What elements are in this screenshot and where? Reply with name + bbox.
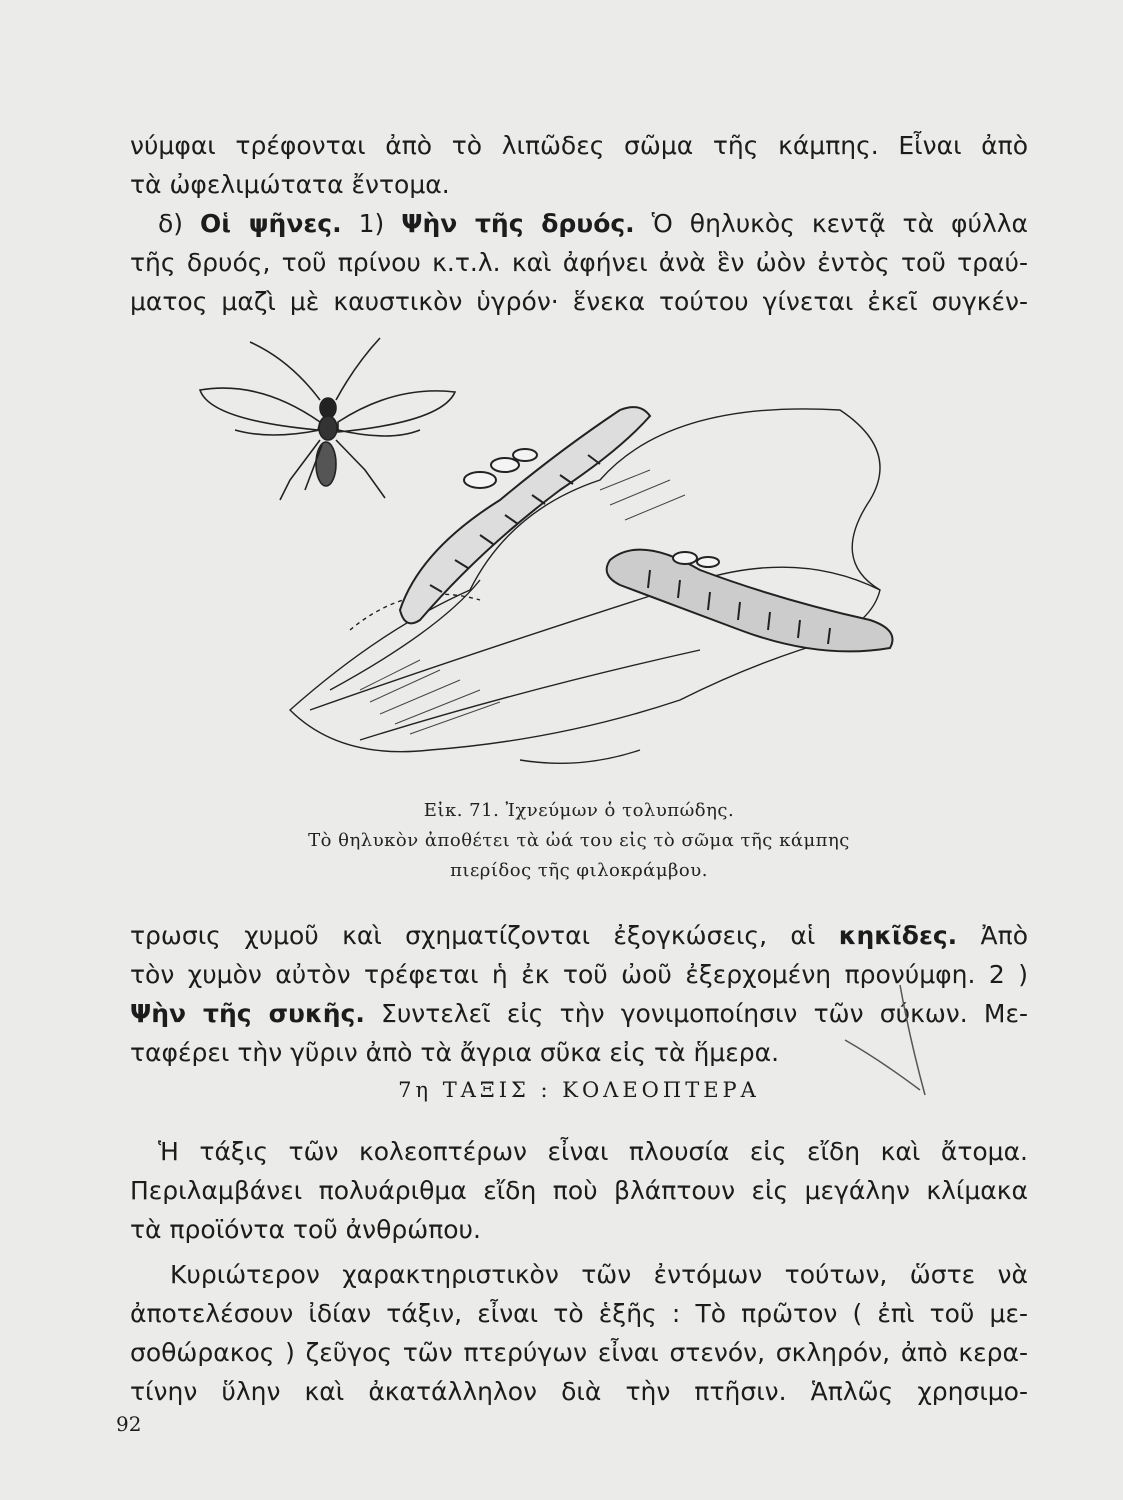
text-line: τὰ προϊόντα τοῦ ἀνθρώπου. xyxy=(130,1215,481,1244)
text-fragment: Ὁ θηλυκὸς κεντᾷ τὰ φύλλα xyxy=(651,209,1029,238)
text-line: τῆς δρυός, τοῦ πρίνου κ.τ.λ. καὶ ἀφήνει ἀνὰ ἓν ὠὸν ἐντὸς τοῦ τραύ- xyxy=(130,248,1028,277)
text-fragment: Συντελεῖ εἰς τὴν γονιμοποίησιν τῶν σύκων. Με- xyxy=(381,999,1028,1028)
text-line: σοθώρακος ) ζεῦγος τῶν πτερύγων εἶναι στενόν, σκληρόν, ἀπὸ κερα- xyxy=(130,1338,1028,1367)
text-line: τίνην ὕλην καὶ ἀκατάλληλον διὰ τὴν πτῆσιν. Ἁπλῶς χρησιμο- xyxy=(130,1377,1028,1406)
caption-line: πιερίδος τῆς φιλοκράμβου. xyxy=(450,860,708,881)
bold-term: Ψὴν τῆς συκῆς. xyxy=(130,999,365,1028)
text-line: τὸν χυμὸν αὐτὸν τρέφεται ἡ ἐκ τοῦ ὠοῦ ἐξερχομένη προνύμφη. 2 ) xyxy=(130,960,1028,989)
text-fragment: τρωσις χυμοῦ καὶ σχηματίζονται ἐξογκώσεις, αἱ xyxy=(130,921,816,950)
text-line: ταφέρει τὴν γῦριν ἀπὸ τὰ ἄγρια σῦκα εἰς τὰ ἥμερα. xyxy=(130,1038,780,1067)
section-d-prefix: δ) xyxy=(158,209,184,238)
illustration-figure xyxy=(180,330,920,800)
caption-line: Εἰκ. 71. Ἰχνεύμων ὁ τολυπώδης. xyxy=(423,800,735,821)
text-line: Ἡ τάξις τῶν κολεοπτέρων εἶναι πλουσία εἰς εἴδη καὶ ἄτομα. xyxy=(158,1137,1028,1166)
text-line: ἀποτελέσουν ἰδίαν τάξιν, εἶναι τὸ ἑξῆς : Τὸ πρῶτον ( ἐπὶ τοῦ με- xyxy=(130,1299,1028,1328)
caption-line: Τὸ θηλυκὸν ἀποθέτει τὰ ὠά του εἰς τὸ σῶμα τῆς κάμπης xyxy=(308,830,850,851)
wasp-drawing xyxy=(200,338,455,500)
section-d-line xyxy=(130,204,1028,243)
text-line: Περιλαμβάνει πολυάριθμα εἴδη ποὺ βλάπτουν εἰς μεγάλην κλίμακα xyxy=(130,1176,1028,1205)
text-line: τὰ ὠφελιμώτατα ἔντομα. xyxy=(130,170,450,199)
figure-caption xyxy=(130,796,1028,886)
text-line: Κυριώτερον χαρακτηριστικὸν τῶν ἐντόμων τούτων, ὥστε νὰ xyxy=(170,1260,1028,1289)
text-line: νύμφαι τρέφονται ἀπὸ τὸ λιπῶδες σῶμα τῆς κάμπης. Εἶναι ἀπὸ xyxy=(130,131,1028,160)
section-d-heading: Οἱ ψῆνες. xyxy=(200,209,342,238)
top-text-block xyxy=(130,126,1028,321)
bold-term: κηκῖδες. xyxy=(838,921,958,950)
text-line: ματος μαζὶ μὲ καυστικὸν ὑγρόν· ἕνεκα τούτου γίνεται ἐκεῖ συγκέν- xyxy=(130,287,1028,316)
caterpillar-upper xyxy=(400,407,650,623)
caterpillar-lower xyxy=(607,550,893,652)
text-line xyxy=(130,916,1028,955)
bottom-text-block xyxy=(130,1132,1028,1411)
wasp-caterpillar-illustration xyxy=(180,330,920,800)
item-name: Ψὴν τῆς δρυός. xyxy=(401,209,635,238)
item-number: 1) xyxy=(358,209,385,238)
section-title: 7η ΤΑΞΙΣ : ΚΟΛΕΟΠΤΕΡΑ xyxy=(398,1078,760,1102)
text-fragment: Ἀπὸ xyxy=(980,921,1028,950)
page-number: 92 xyxy=(116,1412,142,1436)
